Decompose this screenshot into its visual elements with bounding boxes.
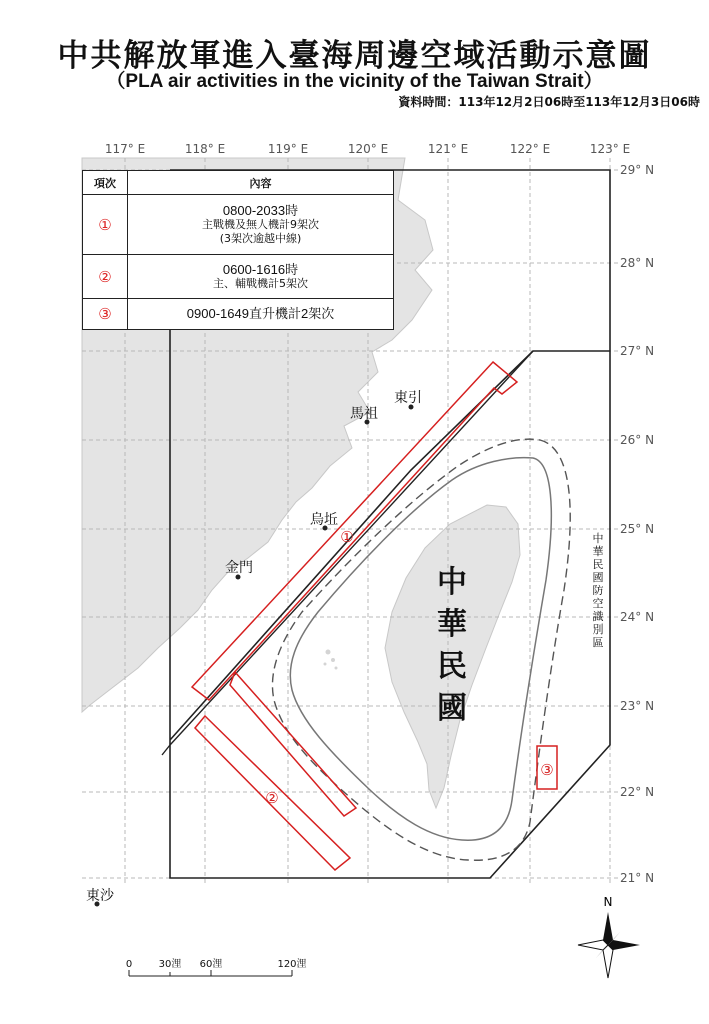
- row-detail: 主、輔戰機計5架次: [213, 276, 308, 290]
- north-label: N: [603, 895, 613, 909]
- place-label-wuqiu: 烏坵: [310, 512, 338, 528]
- row-number: ①: [83, 195, 128, 255]
- page-subtitle: （PLA air activities in the vicinity of the Taiwan Strait）: [106, 71, 603, 92]
- data-time: 資料時間：113年12月2日06時至113年12月3日06時: [398, 95, 700, 109]
- lat-label: 28° N: [620, 256, 655, 270]
- lon-label: 119° E: [267, 142, 309, 156]
- scale-label: 30浬: [158, 959, 182, 970]
- place-label-dongyin: 東引: [394, 390, 422, 406]
- scale-label: 60浬: [199, 959, 223, 970]
- lat-label: 29° N: [620, 163, 655, 177]
- adiz-label-char: 國: [592, 571, 604, 584]
- median-line-extension: [162, 745, 170, 755]
- scale-label: 0: [125, 959, 133, 970]
- lat-label: 22° N: [620, 785, 655, 799]
- scale-label: 120浬: [277, 959, 307, 970]
- lon-label: 120° E: [347, 142, 389, 156]
- lat-label: 21° N: [620, 871, 655, 885]
- row-content: [128, 299, 394, 330]
- country-label-char: 中: [437, 565, 467, 600]
- activity-table: [82, 170, 394, 330]
- zone-label-2: ②: [265, 789, 279, 807]
- adiz-label-char: 空: [592, 597, 604, 610]
- row-detail: 主戰機及無人機計9架次: [202, 217, 319, 231]
- adiz-label-char: 別: [592, 623, 604, 636]
- lat-label: 25° N: [620, 522, 655, 536]
- adiz-label-char: 中: [592, 532, 604, 545]
- lat-label: 23° N: [620, 699, 655, 713]
- place-label-dongsha: 東沙: [86, 888, 114, 904]
- row-content: [128, 255, 394, 299]
- row-time: 0800-2033時: [222, 202, 299, 218]
- lon-label: 117° E: [104, 142, 146, 156]
- zone-label-1: ①: [340, 528, 354, 546]
- lat-label: 24° N: [620, 610, 655, 624]
- adiz-label-char: 民: [592, 558, 604, 571]
- row-note: (3架次逾越中線): [219, 231, 302, 245]
- table-row: [83, 299, 394, 330]
- adiz-label-char: 防: [592, 584, 604, 597]
- country-label-char: 華: [437, 607, 467, 642]
- country-label-char: 民: [437, 649, 467, 684]
- place-label-mazu: 馬祖: [350, 406, 378, 422]
- table-row: [83, 195, 394, 255]
- lat-label: 27° N: [620, 344, 655, 358]
- row-time: 0600-1616時: [222, 261, 299, 277]
- lon-label: 123° E: [589, 142, 631, 156]
- lon-label: 118° E: [184, 142, 226, 156]
- place-label-kinmen: 金門: [225, 560, 253, 576]
- north-arrow-icon: [578, 912, 640, 978]
- scale-bar: [129, 970, 292, 976]
- page-title: 中共解放軍進入臺海周邊空域活動示意圖: [57, 38, 652, 74]
- penghu-islands: [324, 650, 338, 670]
- row-number: ②: [83, 255, 128, 299]
- table-header-item: 項次: [83, 171, 128, 195]
- lat-label: 26° N: [620, 433, 655, 447]
- adiz-label-char: 區: [592, 636, 604, 649]
- row-detail: 0900-1649直升機計2架次: [186, 306, 335, 321]
- table-row: [83, 255, 394, 299]
- zone-label-3: ③: [540, 761, 554, 779]
- row-content: [128, 195, 394, 255]
- adiz-label-char: 識: [592, 610, 604, 623]
- table-header-content: 內容: [128, 171, 394, 195]
- lon-label: 122° E: [509, 142, 551, 156]
- row-number: ③: [83, 299, 128, 330]
- lon-label: 121° E: [427, 142, 469, 156]
- adiz-label-char: 華: [592, 545, 604, 558]
- country-label-char: 國: [437, 691, 467, 726]
